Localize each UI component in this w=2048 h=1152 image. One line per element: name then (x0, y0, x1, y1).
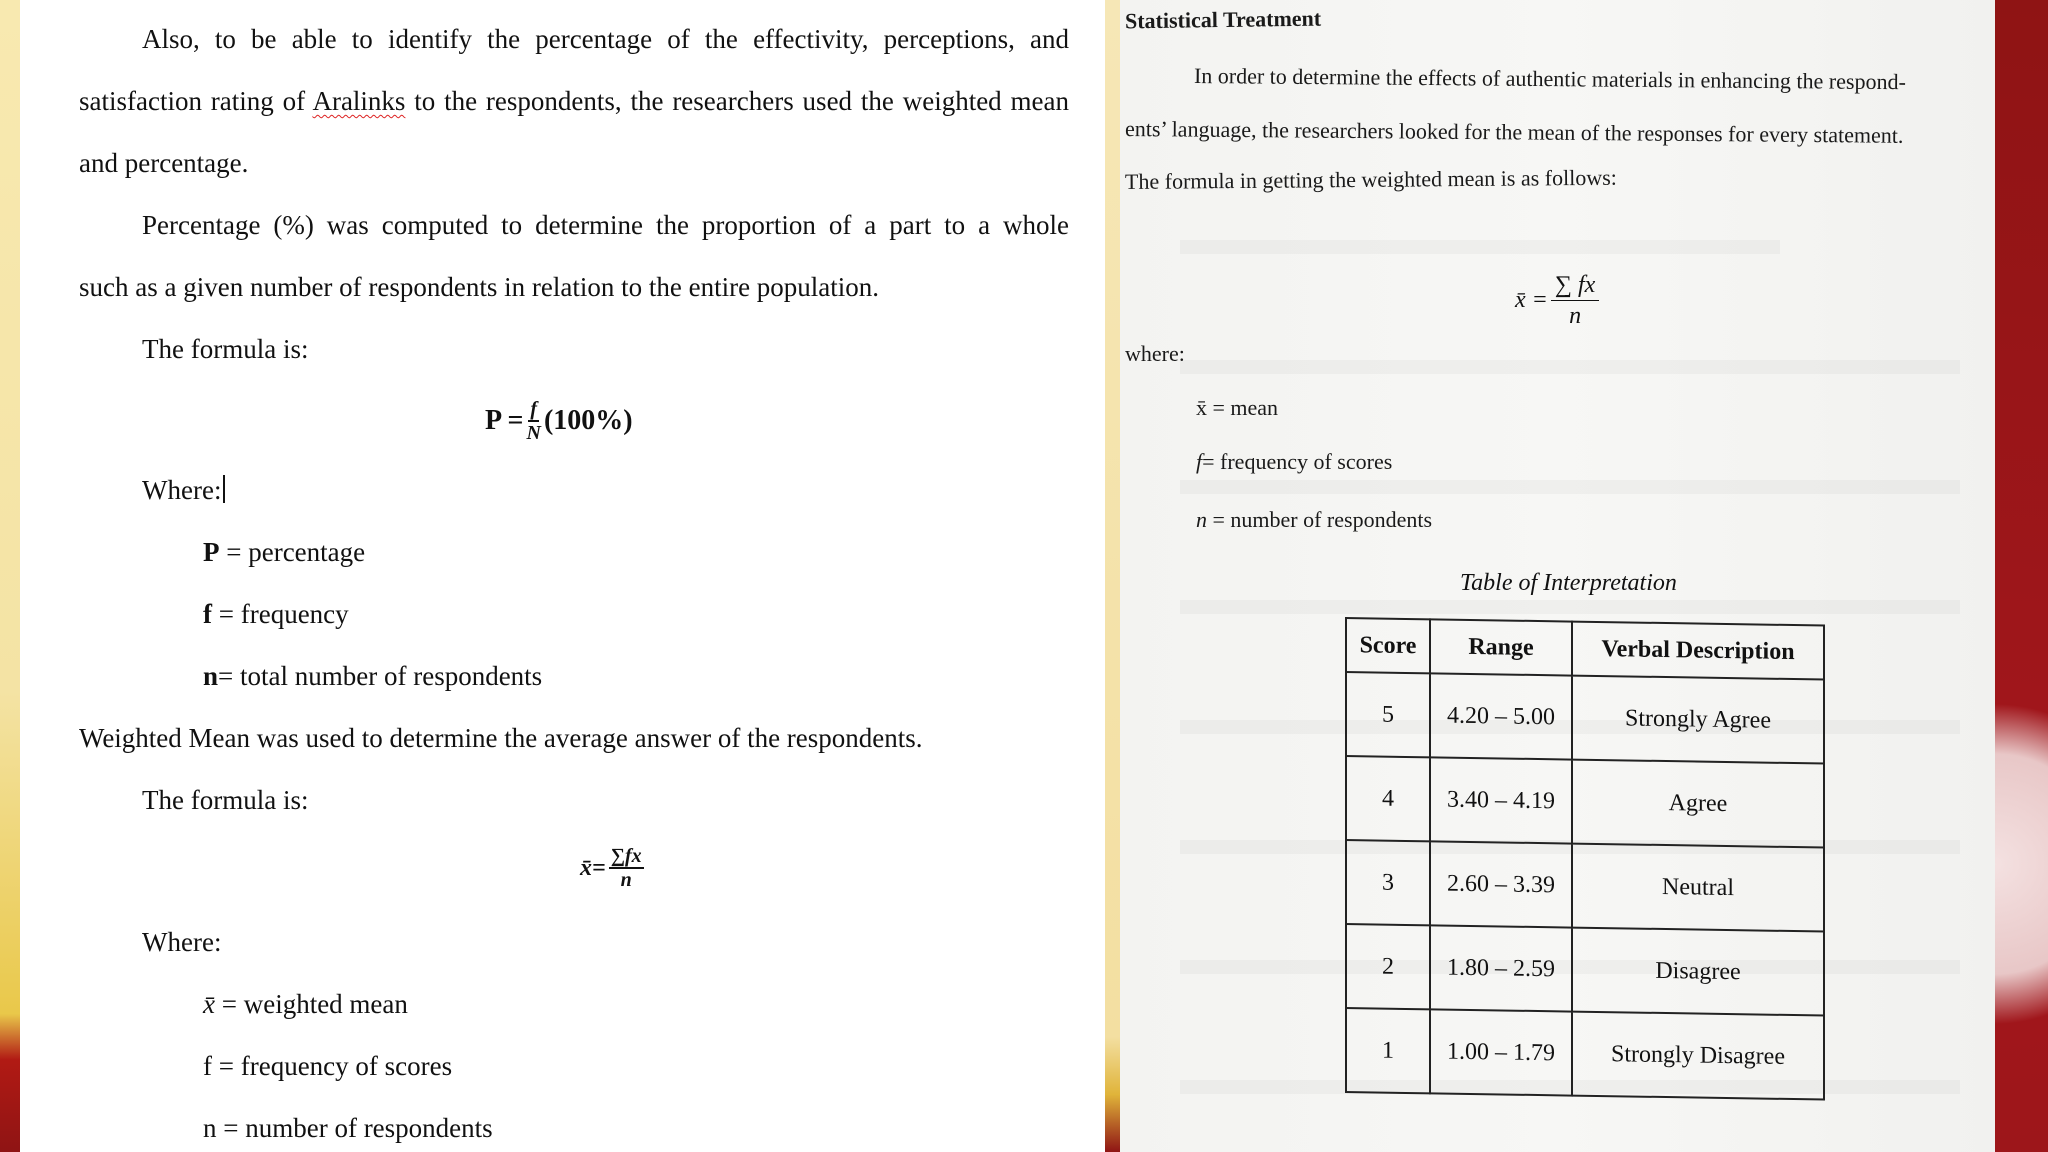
definition-item: f= frequency of scores (1196, 449, 1393, 474)
range-cell: 2.60 – 3.39 (1430, 841, 1572, 927)
paragraph-line: Percentage (%) was computed to determine the proportion of a part to a whole (142, 210, 1069, 240)
percentage-formula: P = $\frac{f}{N}$ (100%) (485, 398, 633, 444)
description-cell: Strongly Disagree (1572, 1012, 1824, 1100)
paragraph-line: satisfaction rating of Aralinks to the respondents, the researchers used the weighted mean (79, 86, 1069, 116)
table-header-row (1346, 618, 1824, 680)
description-cell: Neutral (1572, 844, 1824, 932)
paragraph-line: Weighted Mean was used to determine the average answer of the respondents. (79, 723, 923, 753)
range-cell: 1.00 – 1.79 (1430, 1009, 1572, 1095)
slide-background-left (0, 0, 22, 1152)
definition-item: n = number of respondents (1196, 507, 1433, 532)
paragraph-line: In order to determine the effects of authentic materials in enhancing the respond- (1193, 63, 1906, 95)
score-cell: 4 (1346, 756, 1430, 841)
paragraph-line: such as a given number of respondents in relation to the entire population. (79, 272, 880, 302)
text-cursor (223, 475, 225, 503)
score-cell: 5 (1346, 672, 1430, 757)
range-cell: 1.80 – 2.59 (1430, 925, 1572, 1011)
table-row (1346, 924, 1824, 1016)
document-page-left (20, 0, 1105, 1152)
definition-item: P = percentage (203, 537, 366, 567)
weighted-mean-formula: x̄ = $\frac{\sum fx}{n}$ (1515, 270, 1602, 331)
score-cell: 2 (1346, 924, 1430, 1009)
range-cell: 3.40 – 4.19 (1430, 757, 1572, 843)
definition-item: x̄ = mean (1196, 395, 1279, 420)
interpretation-table (1345, 617, 1825, 1101)
where-label: where: (1125, 341, 1185, 366)
column-header: Score (1346, 618, 1430, 673)
column-header: Range (1430, 619, 1572, 675)
paragraph-line: and percentage. (79, 148, 249, 178)
definition-item: n= total number of respondents (203, 661, 543, 691)
table-row (1346, 672, 1824, 764)
paragraph-line: Also, to be able to identify the percentage of the effectivity, perceptions, and (142, 24, 1069, 54)
range-cell: 4.20 – 5.00 (1430, 673, 1572, 759)
paragraph-line: The formula in getting the weighted mean is as follows: (1124, 164, 1617, 194)
where-label[interactable]: Where: (142, 474, 225, 506)
document-page-right (1120, 0, 1995, 1152)
column-header: Verbal Description (1572, 622, 1824, 680)
description-cell: Strongly Agree (1572, 676, 1824, 764)
misspelled-word[interactable]: Aralinks (312, 86, 406, 116)
formula-intro: The formula is: (142, 785, 309, 815)
slide-background-right (1995, 0, 2048, 1152)
score-cell: 1 (1346, 1008, 1430, 1093)
table-caption: Table of Interpretation (1460, 570, 1677, 596)
table-row (1346, 756, 1824, 848)
description-cell: Disagree (1572, 928, 1824, 1016)
weighted-mean-formula: x̄= $\frac{\sum fx}{n}$ (580, 845, 642, 891)
table-row (1346, 1008, 1824, 1100)
where-label: Where: (142, 927, 222, 957)
section-heading: Statistical Treatment (1124, 5, 1322, 34)
definition-item: f = frequency of scores (203, 1051, 453, 1081)
formula-intro: The formula is: (142, 334, 309, 364)
paragraph-line: ents’ language, the researchers looked for the mean of the responses for every statement. (1124, 116, 1904, 148)
table-row (1346, 840, 1824, 932)
description-cell: Agree (1572, 760, 1824, 848)
definition-item: n = number of respondents (203, 1113, 493, 1143)
definition-item: f = frequency (203, 599, 349, 629)
definition-item: x̄ = weighted mean (203, 989, 408, 1019)
score-cell: 3 (1346, 840, 1430, 925)
